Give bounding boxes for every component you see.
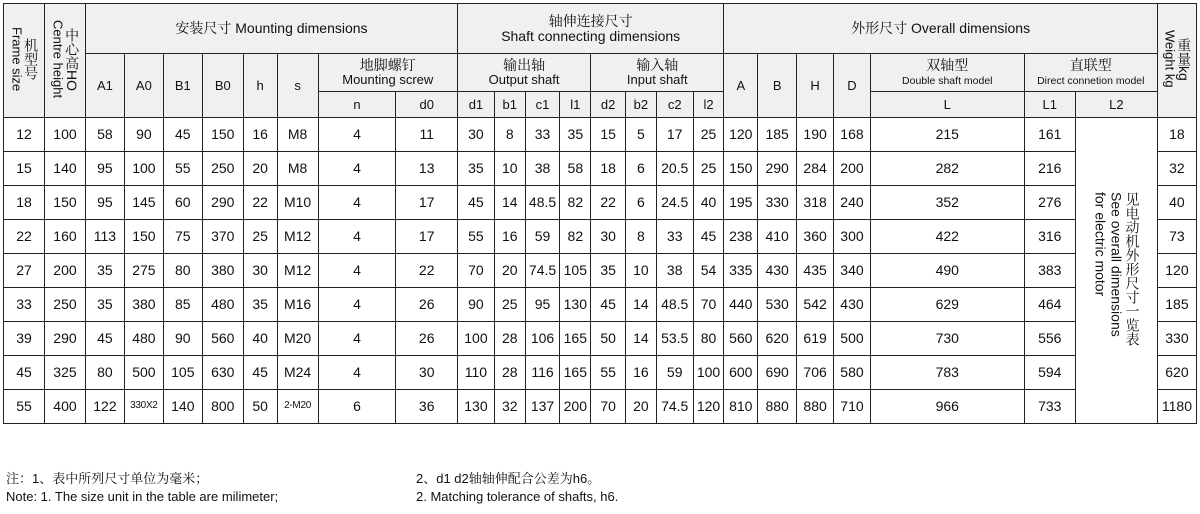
cell-A: 120 — [724, 118, 758, 152]
cell-l2: 25 — [693, 152, 724, 186]
cell-A: 150 — [724, 152, 758, 186]
table-row — [4, 288, 1197, 322]
cell-D: 168 — [834, 118, 871, 152]
cell-ho: 400 — [44, 390, 85, 424]
cell-h: 45 — [243, 356, 277, 390]
cell-frame: 15 — [4, 152, 45, 186]
cell-d0: 26 — [396, 288, 458, 322]
cell-A: 195 — [724, 186, 758, 220]
cell-B1: 105 — [163, 356, 202, 390]
cell-weight: 120 — [1157, 254, 1196, 288]
cell-H: 619 — [797, 322, 834, 356]
cell-c1: 59 — [525, 220, 560, 254]
col-B: B — [758, 54, 797, 118]
cell-weight: 73 — [1157, 220, 1196, 254]
cell-d0: 11 — [396, 118, 458, 152]
cell-b2: 6 — [626, 186, 657, 220]
cell-l1: 58 — [560, 152, 591, 186]
cell-s: M24 — [277, 356, 318, 390]
cell-d0: 17 — [396, 220, 458, 254]
cell-b2: 16 — [626, 356, 657, 390]
cell-l2: 70 — [693, 288, 724, 322]
cell-A0: 500 — [124, 356, 163, 390]
cell-L1: 216 — [1024, 152, 1075, 186]
cell-b2: 10 — [626, 254, 657, 288]
cell-s: 2-M20 — [277, 390, 318, 424]
cell-l1: 200 — [560, 390, 591, 424]
cell-B: 620 — [758, 322, 797, 356]
cell-ho: 100 — [44, 118, 85, 152]
cell-d2: 22 — [591, 186, 626, 220]
cell-weight: 185 — [1157, 288, 1196, 322]
cell-ho: 140 — [44, 152, 85, 186]
cell-frame: 18 — [4, 186, 45, 220]
cell-l2: 40 — [693, 186, 724, 220]
cell-ho: 250 — [44, 288, 85, 322]
table-row — [4, 356, 1197, 390]
cell-B1: 90 — [163, 322, 202, 356]
cell-L: 730 — [870, 322, 1024, 356]
cell-D: 580 — [834, 356, 871, 390]
cell-B1: 55 — [163, 152, 202, 186]
notes-right — [416, 470, 618, 506]
cell-d0: 30 — [396, 356, 458, 390]
cell-H: 435 — [797, 254, 834, 288]
cell-B: 430 — [758, 254, 797, 288]
mounting-dimensions-header: 安装尺寸 Mounting dimensions — [85, 4, 457, 54]
direct-connection-header: 直联型 Direct connetion model — [1024, 54, 1157, 92]
cell-D: 500 — [834, 322, 871, 356]
cell-A1: 95 — [85, 152, 124, 186]
cell-A1: 58 — [85, 118, 124, 152]
cell-d2: 30 — [591, 220, 626, 254]
cell-h: 16 — [243, 118, 277, 152]
cell-B: 410 — [758, 220, 797, 254]
cell-weight: 330 — [1157, 322, 1196, 356]
cell-d1: 55 — [457, 220, 494, 254]
table-row — [4, 254, 1197, 288]
cell-c2: 74.5 — [656, 390, 693, 424]
cell-ho: 290 — [44, 322, 85, 356]
col-c2: c2 — [656, 92, 693, 118]
cell-B0: 380 — [202, 254, 243, 288]
cell-A0: 480 — [124, 322, 163, 356]
cell-l1: 130 — [560, 288, 591, 322]
cell-L1: 383 — [1024, 254, 1075, 288]
cell-L: 352 — [870, 186, 1024, 220]
cell-H: 190 — [797, 118, 834, 152]
note-2-zh: 2、d1 d2轴轴伸配合公差为h6。 — [416, 471, 601, 486]
cell-d1: 45 — [457, 186, 494, 220]
cell-l1: 165 — [560, 322, 591, 356]
cell-d2: 35 — [591, 254, 626, 288]
cell-D: 200 — [834, 152, 871, 186]
cell-frame: 12 — [4, 118, 45, 152]
cell-D: 340 — [834, 254, 871, 288]
cell-d1: 90 — [457, 288, 494, 322]
cell-A1: 80 — [85, 356, 124, 390]
cell-b1: 8 — [494, 118, 525, 152]
cell-L1: 594 — [1024, 356, 1075, 390]
cell-weight: 40 — [1157, 186, 1196, 220]
cell-l1: 82 — [560, 220, 591, 254]
cell-h: 22 — [243, 186, 277, 220]
cell-frame: 45 — [4, 356, 45, 390]
cell-d2: 50 — [591, 322, 626, 356]
cell-s: M20 — [277, 322, 318, 356]
table-row — [4, 322, 1197, 356]
cell-D: 430 — [834, 288, 871, 322]
col-b2: b2 — [626, 92, 657, 118]
cell-H: 284 — [797, 152, 834, 186]
cell-c1: 33 — [525, 118, 560, 152]
cell-c1: 116 — [525, 356, 560, 390]
cell-ho: 325 — [44, 356, 85, 390]
cell-frame: 22 — [4, 220, 45, 254]
cell-B: 185 — [758, 118, 797, 152]
cell-B: 880 — [758, 390, 797, 424]
cell-h: 30 — [243, 254, 277, 288]
cell-d2: 18 — [591, 152, 626, 186]
shaft-connecting-header: 轴伸连接尺寸 Shaft connecting dimensions — [457, 4, 723, 54]
cell-A0: 150 — [124, 220, 163, 254]
cell-B0: 800 — [202, 390, 243, 424]
cell-c2: 59 — [656, 356, 693, 390]
input-shaft-header: 输入轴 Input shaft — [591, 54, 724, 92]
cell-L1: 464 — [1024, 288, 1075, 322]
cell-c2: 20.5 — [656, 152, 693, 186]
cell-D: 240 — [834, 186, 871, 220]
cell-c2: 17 — [656, 118, 693, 152]
cell-B0: 630 — [202, 356, 243, 390]
table-row — [4, 220, 1197, 254]
cell-h: 40 — [243, 322, 277, 356]
cell-l1: 105 — [560, 254, 591, 288]
cell-B: 690 — [758, 356, 797, 390]
col-l2: l2 — [693, 92, 724, 118]
cell-l2: 120 — [693, 390, 724, 424]
cell-c2: 38 — [656, 254, 693, 288]
cell-A1: 35 — [85, 288, 124, 322]
cell-weight: 32 — [1157, 152, 1196, 186]
cell-A1: 113 — [85, 220, 124, 254]
cell-b2: 8 — [626, 220, 657, 254]
cell-H: 360 — [797, 220, 834, 254]
mounting-screw-header: 地脚螺钉 Mounting screw — [318, 54, 457, 92]
cell-A: 440 — [724, 288, 758, 322]
cell-L1: 556 — [1024, 322, 1075, 356]
cell-b2: 14 — [626, 322, 657, 356]
cell-B0: 560 — [202, 322, 243, 356]
cell-b1: 32 — [494, 390, 525, 424]
cell-b1: 20 — [494, 254, 525, 288]
col-D: D — [834, 54, 871, 118]
col-L2: L2 — [1075, 92, 1157, 118]
cell-n: 4 — [318, 356, 396, 390]
cell-d1: 35 — [457, 152, 494, 186]
cell-B0: 290 — [202, 186, 243, 220]
cell-L: 282 — [870, 152, 1024, 186]
table-row — [4, 152, 1197, 186]
col-s: s — [277, 54, 318, 118]
cell-d0: 13 — [396, 152, 458, 186]
cell-n: 4 — [318, 186, 396, 220]
cell-A: 600 — [724, 356, 758, 390]
cell-n: 4 — [318, 254, 396, 288]
cell-n: 4 — [318, 288, 396, 322]
output-shaft-header: 输出轴 Output shaft — [457, 54, 590, 92]
cell-d1: 30 — [457, 118, 494, 152]
cell-A1: 95 — [85, 186, 124, 220]
cell-c1: 48.5 — [525, 186, 560, 220]
cell-l1: 165 — [560, 356, 591, 390]
cell-A: 335 — [724, 254, 758, 288]
cell-d1: 110 — [457, 356, 494, 390]
cell-A1: 122 — [85, 390, 124, 424]
cell-l2: 80 — [693, 322, 724, 356]
cell-c1: 74.5 — [525, 254, 560, 288]
merged-motor-note: 见电动机外形尺寸一览表 See overall dimensions for electric motor — [1075, 118, 1157, 424]
cell-B: 530 — [758, 288, 797, 322]
cell-ho: 200 — [44, 254, 85, 288]
cell-D: 300 — [834, 220, 871, 254]
cell-B: 330 — [758, 186, 797, 220]
cell-weight: 1180 — [1157, 390, 1196, 424]
col-B1: B1 — [163, 54, 202, 118]
cell-c2: 24.5 — [656, 186, 693, 220]
frame-size-header: 机型号 Frame size — [4, 4, 45, 118]
cell-h: 35 — [243, 288, 277, 322]
cell-b1: 25 — [494, 288, 525, 322]
col-l1: l1 — [560, 92, 591, 118]
cell-B1: 60 — [163, 186, 202, 220]
cell-b1: 14 — [494, 186, 525, 220]
col-b1: b1 — [494, 92, 525, 118]
cell-L: 783 — [870, 356, 1024, 390]
cell-n: 6 — [318, 390, 396, 424]
note-1-en: Note: 1. The size unit in the table are milimeter; — [6, 489, 279, 504]
dimension-table — [3, 3, 1197, 424]
cell-d0: 36 — [396, 390, 458, 424]
cell-L: 490 — [870, 254, 1024, 288]
cell-B: 290 — [758, 152, 797, 186]
cell-A: 810 — [724, 390, 758, 424]
dimension-table-wrapper — [3, 3, 1197, 424]
cell-A0: 90 — [124, 118, 163, 152]
cell-b1: 28 — [494, 322, 525, 356]
cell-d1: 130 — [457, 390, 494, 424]
cell-s: M10 — [277, 186, 318, 220]
cell-B0: 370 — [202, 220, 243, 254]
cell-d0: 26 — [396, 322, 458, 356]
cell-h: 20 — [243, 152, 277, 186]
cell-b1: 28 — [494, 356, 525, 390]
centre-height-header: 中心高HO Centre height — [44, 4, 85, 118]
cell-L: 629 — [870, 288, 1024, 322]
cell-c1: 106 — [525, 322, 560, 356]
cell-L1: 733 — [1024, 390, 1075, 424]
col-d0: d0 — [396, 92, 458, 118]
col-A0: A0 — [124, 54, 163, 118]
cell-b2: 14 — [626, 288, 657, 322]
cell-n: 4 — [318, 152, 396, 186]
cell-frame: 33 — [4, 288, 45, 322]
cell-s: M16 — [277, 288, 318, 322]
cell-n: 4 — [318, 118, 396, 152]
cell-l1: 82 — [560, 186, 591, 220]
cell-s: M8 — [277, 152, 318, 186]
cell-L1: 161 — [1024, 118, 1075, 152]
note-2-en: 2. Matching tolerance of shafts, h6. — [416, 489, 619, 504]
col-d2: d2 — [591, 92, 626, 118]
cell-ho: 150 — [44, 186, 85, 220]
cell-n: 4 — [318, 322, 396, 356]
cell-d0: 17 — [396, 186, 458, 220]
cell-H: 706 — [797, 356, 834, 390]
overall-dimensions-header: 外形尺寸 Overall dimensions — [724, 4, 1157, 54]
cell-B1: 85 — [163, 288, 202, 322]
cell-l2: 54 — [693, 254, 724, 288]
cell-L: 215 — [870, 118, 1024, 152]
cell-L1: 276 — [1024, 186, 1075, 220]
cell-b2: 20 — [626, 390, 657, 424]
cell-B1: 80 — [163, 254, 202, 288]
double-shaft-header: 双轴型 Double shaft model — [870, 54, 1024, 92]
cell-c2: 53.5 — [656, 322, 693, 356]
cell-d2: 70 — [591, 390, 626, 424]
col-L: L — [870, 92, 1024, 118]
cell-b2: 6 — [626, 152, 657, 186]
cell-D: 710 — [834, 390, 871, 424]
cell-L: 966 — [870, 390, 1024, 424]
cell-d1: 70 — [457, 254, 494, 288]
cell-c2: 48.5 — [656, 288, 693, 322]
cell-frame: 39 — [4, 322, 45, 356]
cell-B1: 75 — [163, 220, 202, 254]
cell-A1: 45 — [85, 322, 124, 356]
cell-c2: 33 — [656, 220, 693, 254]
cell-n: 4 — [318, 220, 396, 254]
col-B0: B0 — [202, 54, 243, 118]
cell-L1: 316 — [1024, 220, 1075, 254]
table-row — [4, 118, 1197, 152]
col-A: A — [724, 54, 758, 118]
notes-left — [6, 470, 278, 506]
cell-c1: 95 — [525, 288, 560, 322]
cell-H: 318 — [797, 186, 834, 220]
cell-d2: 45 — [591, 288, 626, 322]
cell-d2: 55 — [591, 356, 626, 390]
table-row — [4, 186, 1197, 220]
cell-s: M8 — [277, 118, 318, 152]
cell-B1: 140 — [163, 390, 202, 424]
cell-d2: 15 — [591, 118, 626, 152]
cell-B0: 480 — [202, 288, 243, 322]
cell-frame: 27 — [4, 254, 45, 288]
cell-ho: 160 — [44, 220, 85, 254]
col-n: n — [318, 92, 396, 118]
cell-l2: 25 — [693, 118, 724, 152]
cell-B0: 250 — [202, 152, 243, 186]
cell-L: 422 — [870, 220, 1024, 254]
cell-s: M12 — [277, 254, 318, 288]
cell-s: M12 — [277, 220, 318, 254]
cell-A: 560 — [724, 322, 758, 356]
weight-header: 重量kg Weight kg — [1157, 4, 1196, 118]
cell-l2: 45 — [693, 220, 724, 254]
cell-h: 50 — [243, 390, 277, 424]
cell-B0: 150 — [202, 118, 243, 152]
cell-l2: 100 — [693, 356, 724, 390]
cell-b1: 16 — [494, 220, 525, 254]
cell-frame: 55 — [4, 390, 45, 424]
cell-d0: 22 — [396, 254, 458, 288]
col-A1: A1 — [85, 54, 124, 118]
cell-c1: 137 — [525, 390, 560, 424]
col-c1: c1 — [525, 92, 560, 118]
cell-H: 542 — [797, 288, 834, 322]
cell-c1: 38 — [525, 152, 560, 186]
cell-A0: 100 — [124, 152, 163, 186]
col-L1: L1 — [1024, 92, 1075, 118]
col-H: H — [797, 54, 834, 118]
cell-H: 880 — [797, 390, 834, 424]
cell-l1: 35 — [560, 118, 591, 152]
cell-weight: 18 — [1157, 118, 1196, 152]
cell-A1: 35 — [85, 254, 124, 288]
cell-d1: 100 — [457, 322, 494, 356]
note-1-zh: 注：1、表中所列尺寸单位为毫米； — [6, 471, 209, 486]
col-h: h — [243, 54, 277, 118]
cell-A0: 330X2 — [124, 390, 163, 424]
cell-B1: 45 — [163, 118, 202, 152]
cell-A0: 275 — [124, 254, 163, 288]
col-d1: d1 — [457, 92, 494, 118]
cell-b1: 10 — [494, 152, 525, 186]
cell-A0: 145 — [124, 186, 163, 220]
cell-A: 238 — [724, 220, 758, 254]
cell-A0: 380 — [124, 288, 163, 322]
cell-weight: 620 — [1157, 356, 1196, 390]
table-row — [4, 390, 1197, 424]
cell-b2: 5 — [626, 118, 657, 152]
cell-h: 25 — [243, 220, 277, 254]
